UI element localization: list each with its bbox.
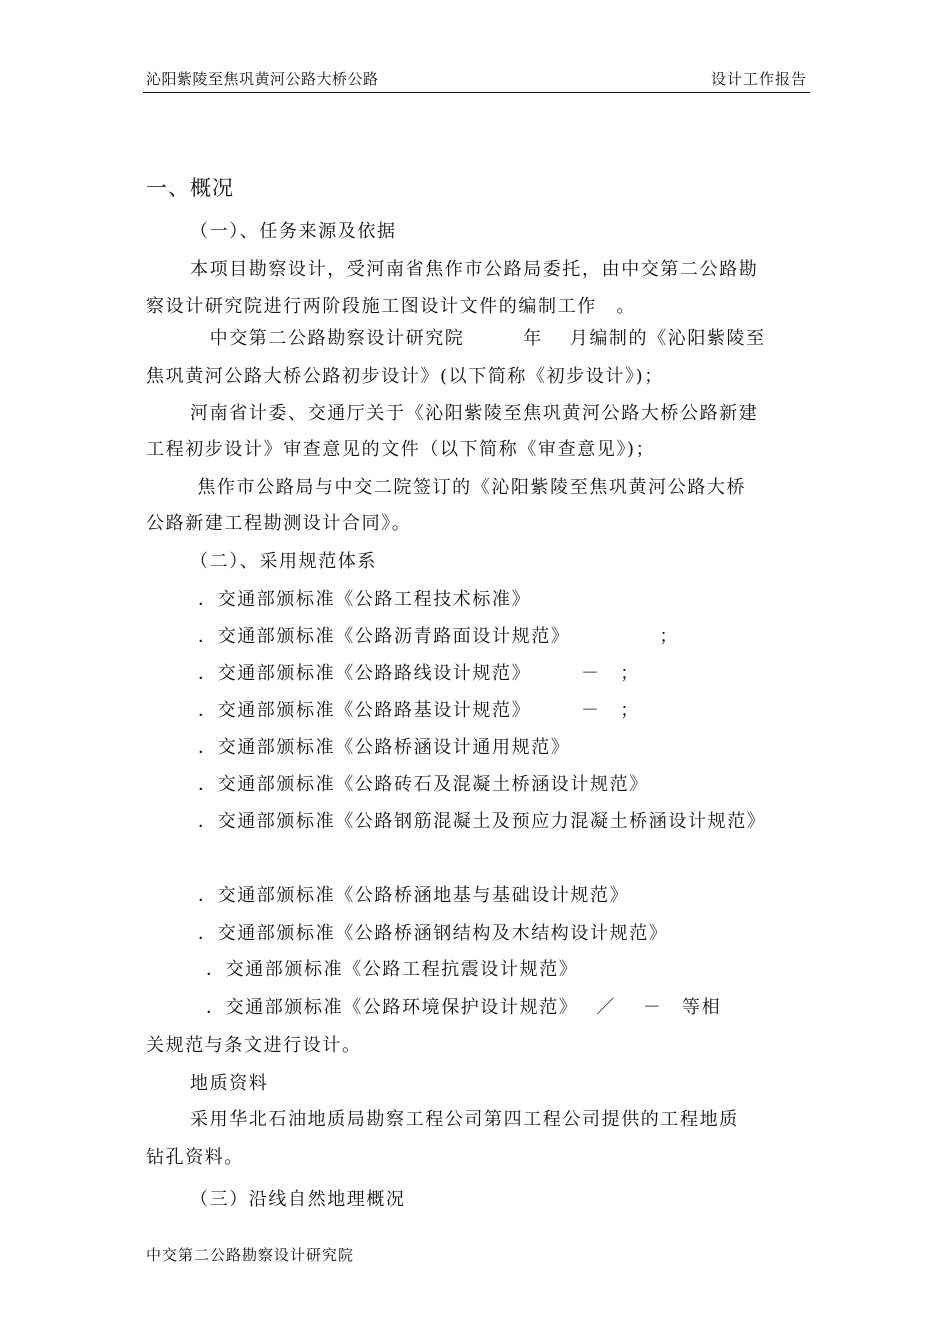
subsection-heading-3: （三）沿线自然地理概况 <box>190 1189 406 1210</box>
paragraph-line: 工程初步设计》审查意见的文件（以下简称《审查意见》)； <box>146 439 656 460</box>
subsection-heading-1: （一）、任务来源及依据 <box>190 221 397 242</box>
standard-item: ．交通部颁标准《公路砖石及混凝土桥涵设计规范》 <box>198 774 649 795</box>
header-project-title: 沁阳紫陵至焦巩黄河公路大桥公路 <box>146 70 379 88</box>
section-title: 一、概况 <box>146 176 234 200</box>
subsection-heading-2: （二）、采用规范体系 <box>190 551 377 572</box>
standard-item: ．交通部颁标准《公路沥青路面设计规范》 ； <box>198 626 679 647</box>
paragraph-line: 公路新建工程勘测设计合同》。 <box>146 513 412 534</box>
standard-item: ．交通部颁标准《公路工程技术标准》 <box>198 589 532 610</box>
standard-item: ．交通部颁标准《公路桥涵地基与基础设计规范》 <box>198 885 630 906</box>
standard-item: ．交通部颁标准《公路路基设计规范》 － ； <box>198 700 640 721</box>
standard-item: ．交通部颁标准《公路环境保护设计规范》 ／ － 等相 <box>206 997 722 1018</box>
standard-item: ．交通部颁标准《公路路线设计规范》 － ； <box>198 663 640 684</box>
paragraph-line: 采用华北石油地质局勘察工程公司第四工程公司提供的工程地质 <box>190 1109 739 1130</box>
header-document-type: 设计工作报告 <box>710 70 807 88</box>
footer-organization: 中交第二公路勘察设计研究院 <box>146 1246 355 1264</box>
paragraph-line: 焦作市公路局与中交二院签订的《沁阳紫陵至焦巩黄河公路大桥 <box>190 477 747 498</box>
standard-item: ．交通部颁标准《公路钢筋混凝土及预应力混凝土桥涵设计规范》 <box>198 811 767 832</box>
paragraph-line: 中交第二公路勘察设计研究院 年 月编制的《沁阳紫陵至 <box>190 328 766 349</box>
paragraph-line: 察设计研究院进行两阶段施工图设计文件的编制工作 。 <box>146 296 636 317</box>
paragraph-line: 焦巩黄河公路大桥公路初步设计》(以下简称《初步设计》)； <box>146 366 664 387</box>
geology-heading: 地质资料 <box>190 1073 269 1094</box>
standard-item: ．交通部颁标准《公路工程抗震设计规范》 <box>206 959 579 980</box>
paragraph-line: 河南省计委、交通厅关于《沁阳紫陵至焦巩黄河公路大桥公路新建 <box>190 403 759 424</box>
standard-item-continuation: 关规范与条文进行设计。 <box>146 1035 362 1056</box>
paragraph-line: 钻孔资料。 <box>146 1147 244 1168</box>
standard-item: ．交通部颁标准《公路桥涵钢结构及木结构设计规范》 <box>198 923 669 944</box>
standard-item: ．交通部颁标准《公路桥涵设计通用规范》 <box>198 737 571 758</box>
header-divider <box>143 92 810 93</box>
paragraph-line: 本项目勘察设计，受河南省焦作市公路局委托，由中交第二公路勘 <box>190 259 759 280</box>
